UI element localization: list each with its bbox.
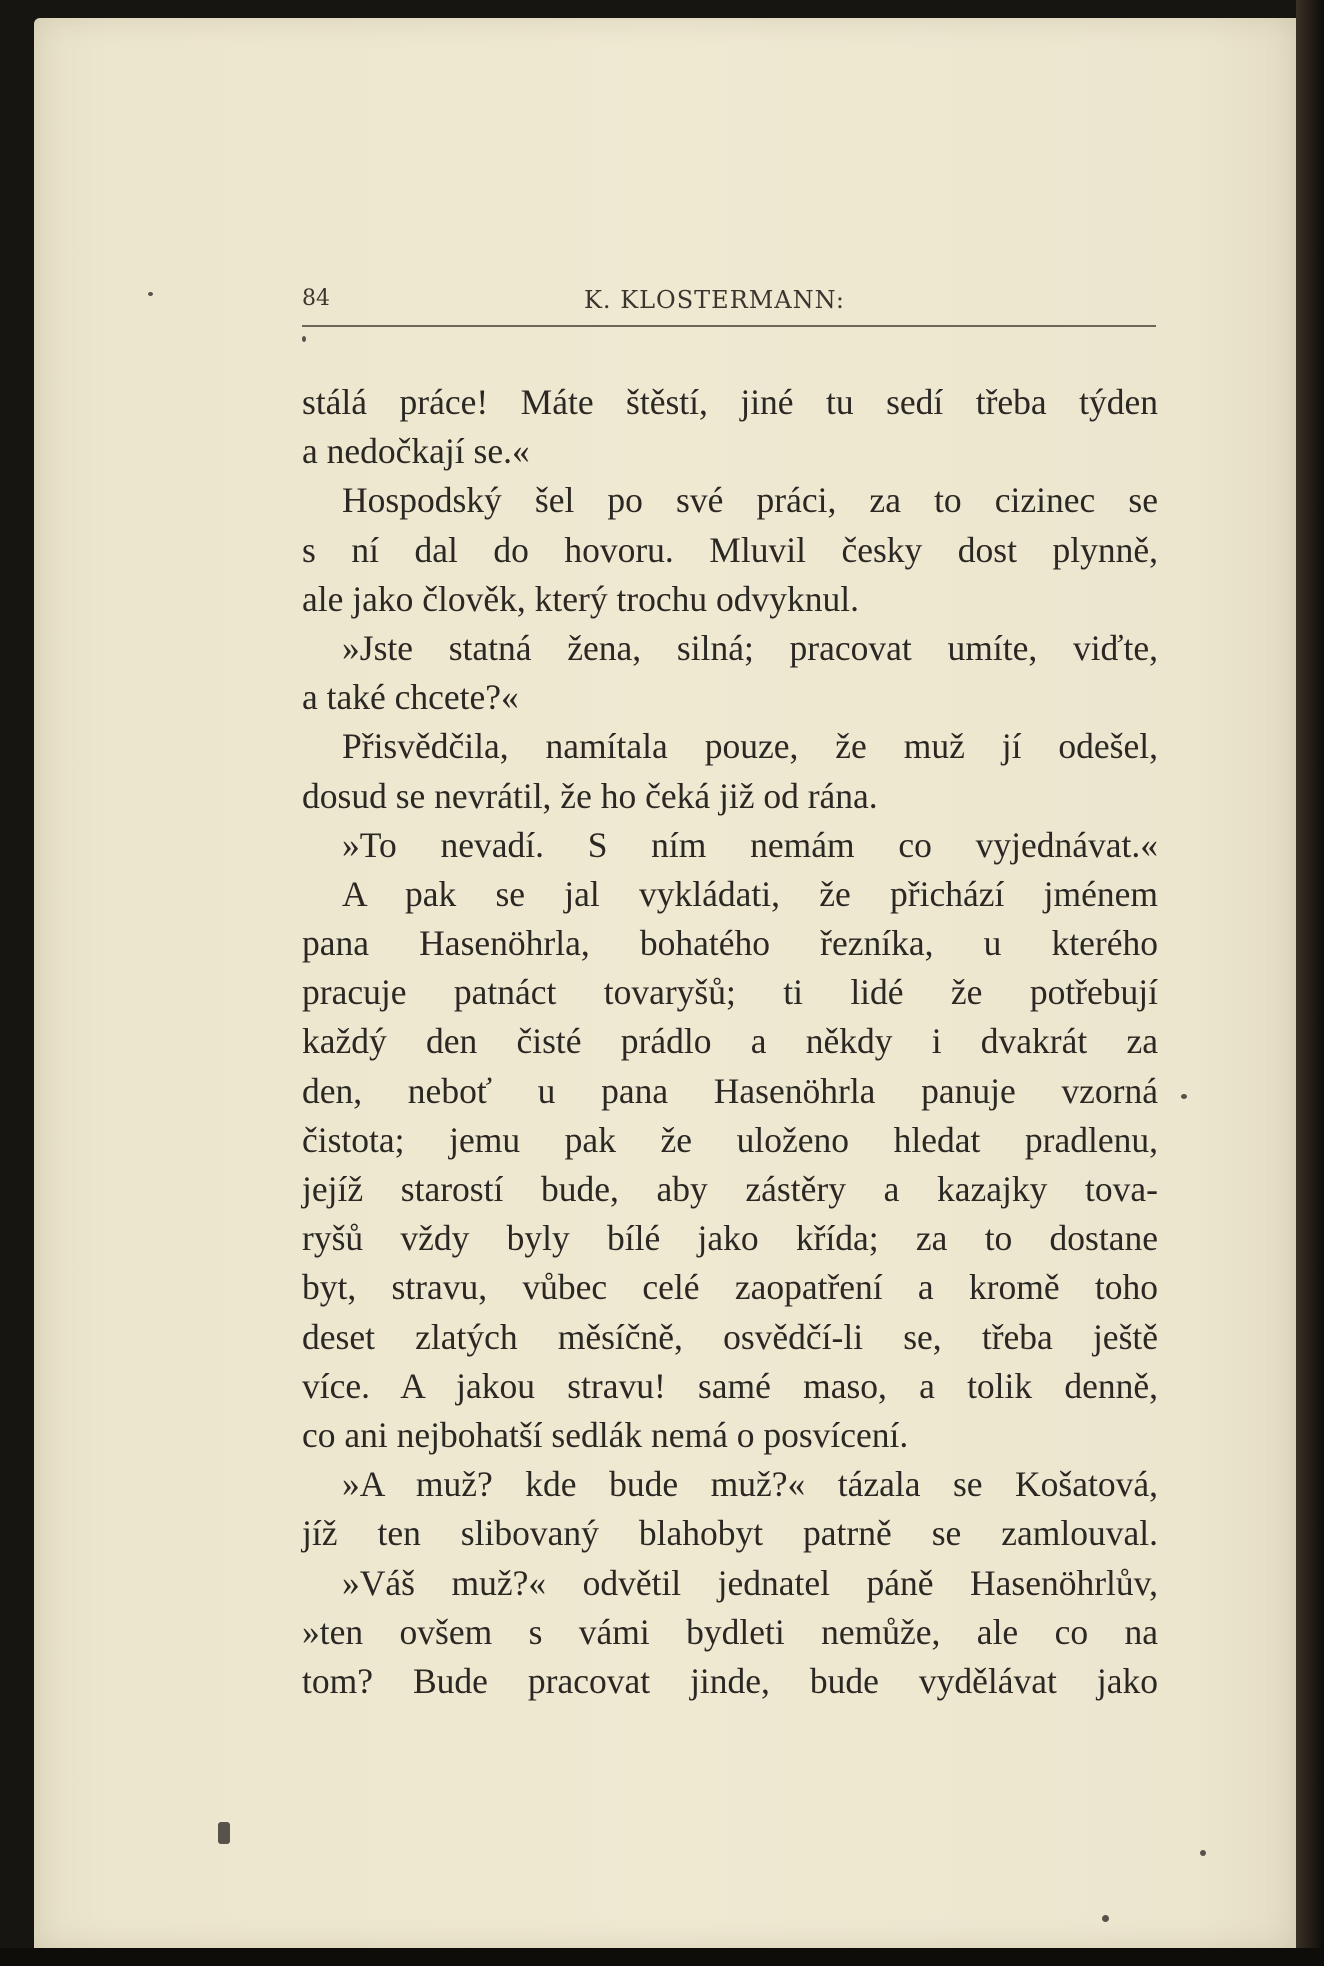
- text-line: čistota; jemu pak že uloženo hledat pradlenu,: [302, 1119, 1158, 1160]
- text-line: tom? Bude pracovat jinde, bude vydělávat jako: [302, 1660, 1158, 1701]
- text-line: »ten ovšem s vámi bydleti nemůže, ale co na: [302, 1611, 1158, 1652]
- text-line: více. A jakou stravu! samé maso, a tolik denně,: [302, 1365, 1158, 1406]
- text-line: »To nevadí. S ním nemám co vyjednávat.«: [342, 824, 1158, 865]
- text-line: pana Hasenöhrla, bohatého řezníka, u kterého: [302, 923, 1158, 964]
- text-line: ryšů vždy byly bílé jako křída; za to dostane: [302, 1218, 1158, 1259]
- page-number: 84: [302, 286, 330, 311]
- text-line: »A muž? kde bude muž?« tázala se Košatová,: [342, 1464, 1158, 1505]
- print-speck: [218, 1822, 230, 1844]
- text-line: Přisvědčila, namítala pouze, že muž jí odešel,: [342, 726, 1158, 767]
- book-edge-shadow: [1296, 0, 1324, 1966]
- header-rule: [302, 325, 1156, 327]
- text-line: co ani nejbohatší sedlák nemá o posvícení.: [302, 1414, 909, 1455]
- text-line: a také chcete?«: [302, 677, 519, 718]
- print-speck: [302, 336, 306, 342]
- text-line: »Jste statná žena, silná; pracovat umíte, viďte,: [342, 627, 1158, 668]
- text-line: »Váš muž?« odvětil jednatel páně Hasenöhrlův,: [342, 1562, 1158, 1603]
- text-line: a nedočkají se.«: [302, 431, 530, 472]
- text-line: den, neboť u pana Hasenöhrla panuje vzorná: [302, 1070, 1158, 1111]
- text-line: stálá práce! Máte štěstí, jiné tu sedí třeba týden: [302, 382, 1158, 422]
- text-line: každý den čisté prádlo a někdy i dvakrát za: [302, 1021, 1158, 1062]
- text-line: s ní dal do hovoru. Mluvil česky dost plynně,: [302, 529, 1158, 570]
- text-line: dosud se nevrátil, že ho čeká již od rána.: [302, 775, 878, 816]
- print-speck: [1102, 1915, 1109, 1922]
- print-speck: [148, 292, 153, 296]
- body-text: [302, 378, 1158, 1706]
- page-header: [302, 282, 1158, 322]
- text-line: pracuje patnáct tovaryšů; ti lidé že potřebují: [302, 972, 1158, 1013]
- text-line: jíž ten slibovaný blahobyt patrně se zamlouval.: [302, 1513, 1158, 1554]
- text-line: deset zlatých měsíčně, osvědčí-li se, třeba ještě: [302, 1316, 1158, 1357]
- text-line: jejíž starostí bude, aby zástěry a kazajky tova-: [302, 1169, 1158, 1209]
- print-speck: [1200, 1850, 1206, 1856]
- print-speck: [1181, 1094, 1187, 1099]
- running-head: K. KLOSTERMANN:: [584, 286, 845, 314]
- text-line: ale jako člověk, který trochu odvyknul.: [302, 578, 859, 619]
- text-line: byt, stravu, vůbec celé zaopatření a kromě toho: [302, 1267, 1158, 1308]
- text-line: A pak se jal vykládati, že přichází jménem: [342, 873, 1158, 914]
- text-line: Hospodský šel po své práci, za to cizinec se: [342, 480, 1158, 521]
- scan-bottom-border: [0, 1948, 1324, 1966]
